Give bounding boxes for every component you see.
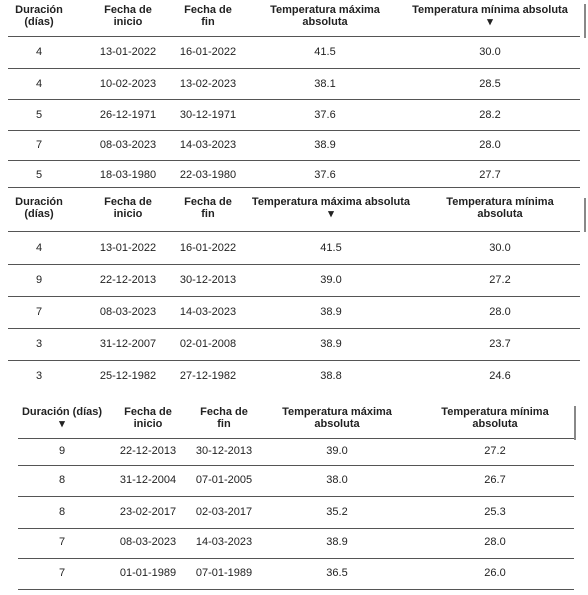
table-cell: 41.5 bbox=[320, 242, 342, 254]
col-header-fecha-inicio[interactable]: Fecha de inicio bbox=[104, 4, 152, 28]
table-cell: 24.6 bbox=[489, 370, 511, 382]
col-header-temp-max[interactable]: Temperatura máxima absoluta bbox=[270, 4, 380, 28]
table-cell: 38.1 bbox=[314, 78, 336, 90]
table-cell: 25-12-1982 bbox=[99, 370, 157, 382]
col-header-fecha-fin[interactable]: Fecha de fin bbox=[200, 406, 248, 430]
row-divider bbox=[8, 264, 580, 265]
col-header-duracion[interactable]: Duración (días) bbox=[15, 196, 63, 220]
col-header-temp-min[interactable]: Temperatura mínima absoluta bbox=[441, 406, 549, 430]
table-cell: 9 bbox=[58, 445, 66, 457]
table-cell: 27.7 bbox=[479, 169, 501, 181]
col-header-temp-min[interactable]: Temperatura mínima absoluta ▾ bbox=[412, 4, 568, 28]
table-cell: 08-03-2023 bbox=[99, 139, 157, 151]
table-cell: 23.7 bbox=[489, 338, 511, 350]
row-divider bbox=[8, 36, 580, 37]
table-cell: 37.6 bbox=[314, 109, 336, 121]
row-divider bbox=[18, 465, 574, 466]
row-divider bbox=[18, 528, 574, 529]
table-cell: 14-03-2023 bbox=[195, 536, 253, 548]
table-cell: 39.0 bbox=[326, 445, 348, 457]
row-divider bbox=[8, 360, 580, 361]
table-cell: 22-12-2013 bbox=[99, 274, 157, 286]
table-1 bbox=[0, 0, 588, 190]
row-divider bbox=[8, 99, 580, 100]
row-divider bbox=[8, 68, 580, 69]
table-cell: 30-12-1971 bbox=[179, 109, 237, 121]
row-divider bbox=[18, 438, 574, 439]
table-cell: 28.0 bbox=[484, 536, 506, 548]
table-cell: 23-02-2017 bbox=[119, 506, 177, 518]
table-cell: 08-03-2023 bbox=[99, 306, 157, 318]
table-cell: 28.0 bbox=[479, 139, 501, 151]
table-cell: 14-03-2023 bbox=[179, 306, 237, 318]
table-cell: 4 bbox=[35, 46, 43, 58]
table-cell: 14-03-2023 bbox=[179, 139, 237, 151]
table-cell: 26-12-1971 bbox=[99, 109, 157, 121]
col-header-fecha-inicio[interactable]: Fecha de inicio bbox=[104, 196, 152, 220]
table-cell: 31-12-2007 bbox=[99, 338, 157, 350]
row-divider bbox=[8, 328, 580, 329]
table-2 bbox=[0, 190, 588, 390]
table-cell: 37.6 bbox=[314, 169, 336, 181]
table-cell: 30-12-2013 bbox=[195, 445, 253, 457]
table-cell: 8 bbox=[58, 474, 66, 486]
scrollbar-thumb[interactable] bbox=[584, 4, 586, 38]
table-cell: 7 bbox=[35, 139, 43, 151]
table-cell: 38.9 bbox=[320, 338, 342, 350]
table-cell: 26.0 bbox=[484, 567, 506, 579]
table-cell: 9 bbox=[35, 274, 43, 286]
row-divider bbox=[8, 231, 580, 232]
table-cell: 39.0 bbox=[320, 274, 342, 286]
table-cell: 01-01-1989 bbox=[119, 567, 177, 579]
table-cell: 30-12-2013 bbox=[179, 274, 237, 286]
table-cell: 38.9 bbox=[314, 139, 336, 151]
table-cell: 16-01-2022 bbox=[179, 242, 237, 254]
row-divider bbox=[8, 187, 580, 188]
table-cell: 07-01-2005 bbox=[195, 474, 253, 486]
row-divider bbox=[8, 296, 580, 297]
row-divider bbox=[8, 130, 580, 131]
table-cell: 7 bbox=[58, 567, 66, 579]
table-cell: 30.0 bbox=[489, 242, 511, 254]
table-cell: 41.5 bbox=[314, 46, 336, 58]
table-cell: 35.2 bbox=[326, 506, 348, 518]
table-cell: 30.0 bbox=[479, 46, 501, 58]
table-cell: 7 bbox=[58, 536, 66, 548]
table-cell: 27.2 bbox=[489, 274, 511, 286]
row-divider bbox=[18, 589, 574, 590]
col-header-temp-min[interactable]: Temperatura mínima absoluta bbox=[446, 196, 554, 220]
table-cell: 22-12-2013 bbox=[119, 445, 177, 457]
row-divider bbox=[8, 160, 580, 161]
table-cell: 4 bbox=[35, 78, 43, 90]
col-header-duracion[interactable]: Duración (días) ▾ bbox=[21, 406, 103, 430]
col-header-temp-max[interactable]: Temperatura máxima absoluta ▾ bbox=[251, 196, 411, 220]
table-cell: 02-03-2017 bbox=[195, 506, 253, 518]
table-cell: 5 bbox=[35, 169, 43, 181]
table-cell: 13-02-2023 bbox=[179, 78, 237, 90]
table-cell: 36.5 bbox=[326, 567, 348, 579]
table-cell: 28.2 bbox=[479, 109, 501, 121]
table-cell: 31-12-2004 bbox=[119, 474, 177, 486]
table-cell: 16-01-2022 bbox=[179, 46, 237, 58]
table-cell: 10-02-2023 bbox=[99, 78, 157, 90]
table-cell: 4 bbox=[35, 242, 43, 254]
table-cell: 38.8 bbox=[320, 370, 342, 382]
table-cell: 25.3 bbox=[484, 506, 506, 518]
row-divider bbox=[18, 496, 574, 497]
table-cell: 26.7 bbox=[484, 474, 506, 486]
table-cell: 5 bbox=[35, 109, 43, 121]
table-cell: 38.9 bbox=[326, 536, 348, 548]
col-header-fecha-fin[interactable]: Fecha de fin bbox=[184, 196, 232, 220]
scrollbar-thumb[interactable] bbox=[584, 198, 586, 232]
col-header-fecha-inicio[interactable]: Fecha de inicio bbox=[124, 406, 172, 430]
table-cell: 13-01-2022 bbox=[99, 242, 157, 254]
table-cell: 3 bbox=[35, 338, 43, 350]
table-cell: 38.9 bbox=[320, 306, 342, 318]
table-cell: 02-01-2008 bbox=[179, 338, 237, 350]
table-cell: 3 bbox=[35, 370, 43, 382]
scrollbar-thumb[interactable] bbox=[574, 406, 576, 440]
col-header-fecha-fin[interactable]: Fecha de fin bbox=[184, 4, 232, 28]
table-3 bbox=[0, 398, 588, 595]
table-cell: 18-03-1980 bbox=[99, 169, 157, 181]
table-cell: 13-01-2022 bbox=[99, 46, 157, 58]
col-header-duracion[interactable]: Duración (días) bbox=[15, 4, 63, 28]
row-divider bbox=[18, 558, 574, 559]
table-cell: 28.5 bbox=[479, 78, 501, 90]
table-cell: 27.2 bbox=[484, 445, 506, 457]
table-cell: 07-01-1989 bbox=[195, 567, 253, 579]
table-cell: 8 bbox=[58, 506, 66, 518]
table-cell: 7 bbox=[35, 306, 43, 318]
table-cell: 38.0 bbox=[326, 474, 348, 486]
table-cell: 28.0 bbox=[489, 306, 511, 318]
table-cell: 08-03-2023 bbox=[119, 536, 177, 548]
table-cell: 22-03-1980 bbox=[179, 169, 237, 181]
col-header-temp-max[interactable]: Temperatura máxima absoluta bbox=[282, 406, 392, 430]
table-cell: 27-12-1982 bbox=[179, 370, 237, 382]
